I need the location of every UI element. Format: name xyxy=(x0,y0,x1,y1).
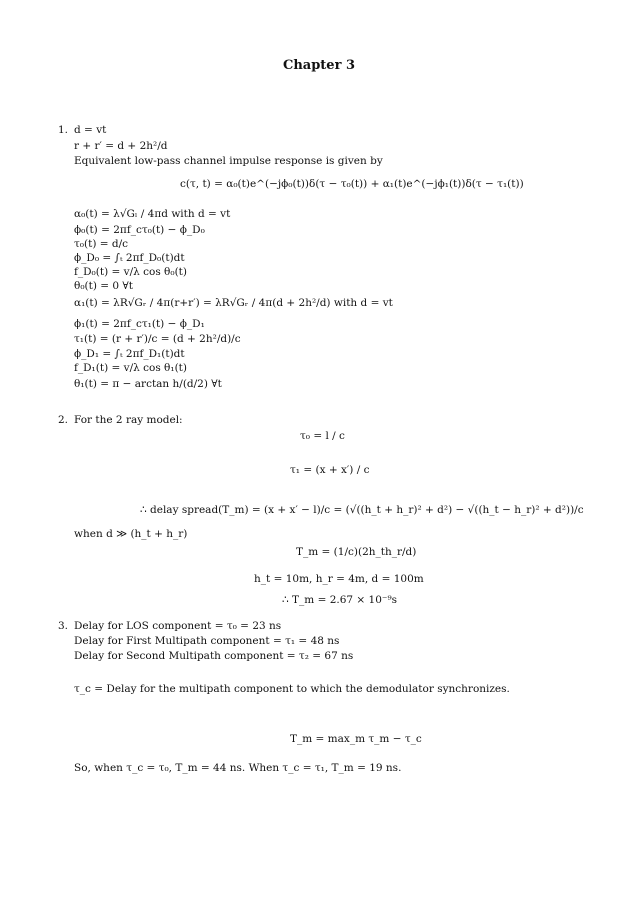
s1-eq-line: f_D₀(t) = v/λ cos θ₀(t) xyxy=(74,266,187,278)
s2-line-2: when d ≫ (h_t + h_r) xyxy=(74,528,188,540)
s1-eq-line: τ₀(t) = d/c xyxy=(74,238,129,250)
s3-line-1: Delay for LOS component = τ₀ = 23 ns xyxy=(74,620,282,632)
s1-impulse-equation: c(τ, t) = α₀(t)e^(−jϕ₀(t))δ(τ − τ₀(t)) + α₁(t)e^(−jϕ₁(t))δ(τ − τ₁(t)) xyxy=(180,178,524,190)
s3-line-3: Delay for Second Multipath component = τ₂ = 67 ns xyxy=(74,650,354,662)
s2-line-1: For the 2 ray model: xyxy=(74,414,183,426)
s1-eq-line: τ₁(t) = (r + r′)/c = (d + 2h²/d)/c xyxy=(74,333,241,345)
s3-line-4: τ_c = Delay for the multipath component to which the demodulator synchronizes. xyxy=(74,683,510,695)
s2-eq-tau1: τ₁ = (x + x′) / c xyxy=(290,464,370,476)
s1-eq-line: ϕ_D₁ = ∫ₜ 2πf_D₁(t)dt xyxy=(74,348,185,360)
s1-eq-line: ϕ_D₀ = ∫ₜ 2πf_D₀(t)dt xyxy=(74,252,185,264)
s2-eq-result: ∴ T_m = 2.67 × 10⁻⁹s xyxy=(282,594,398,606)
s1-eq-line: α₁(t) = λR√Gᵣ / 4π(r+r′) = λR√Gᵣ / 4π(d + 2h²/d) with d = vt xyxy=(74,297,393,309)
s1-eq-line: θ₀(t) = 0 ∀t xyxy=(74,280,133,292)
s1-eq-line: ϕ₀(t) = 2πf_cτ₀(t) − ϕ_D₀ xyxy=(74,224,205,236)
item-number-1: 1. xyxy=(58,124,69,136)
s1-line-1: d = vt xyxy=(74,124,107,136)
s1-eq-line: ϕ₁(t) = 2πf_cτ₁(t) − ϕ_D₁ xyxy=(74,318,205,330)
item-number-3: 3. xyxy=(58,620,69,632)
s2-eq-values: h_t = 10m, h_r = 4m, d = 100m xyxy=(254,573,424,585)
s2-eq-tau0: τ₀ = l / c xyxy=(300,430,345,442)
s3-line-2: Delay for First Multipath component = τ₁ = 48 ns xyxy=(74,635,340,647)
s2-eq-delay-spread: ∴ delay spread(T_m) = (x + x′ − l)/c = (√((h_t + h_r)² + d²) − √((h_t − h_r)² + d²))/c xyxy=(140,504,584,516)
s1-line-3: Equivalent low-pass channel impulse response is given by xyxy=(74,155,383,167)
chapter-title: Chapter 3 xyxy=(282,58,355,73)
s1-line-2: r + r′ = d + 2h²/d xyxy=(74,140,168,152)
s1-eq-line: f_D₁(t) = v/λ cos θ₁(t) xyxy=(74,362,187,374)
s3-line-5: So, when τ_c = τ₀, T_m = 44 ns. When τ_c = τ₁, T_m = 19 ns. xyxy=(74,762,402,774)
s3-eq-tm: T_m = max_m τ_m − τ_c xyxy=(290,733,422,745)
s1-eq-line: α₀(t) = λ√Gₗ / 4πd with d = vt xyxy=(74,208,231,220)
s1-eq-line: θ₁(t) = π − arctan h/(d/2) ∀t xyxy=(74,378,222,390)
s2-eq-tm: T_m = (1/c)(2h_th_r/d) xyxy=(296,546,417,558)
item-number-2: 2. xyxy=(58,414,69,426)
